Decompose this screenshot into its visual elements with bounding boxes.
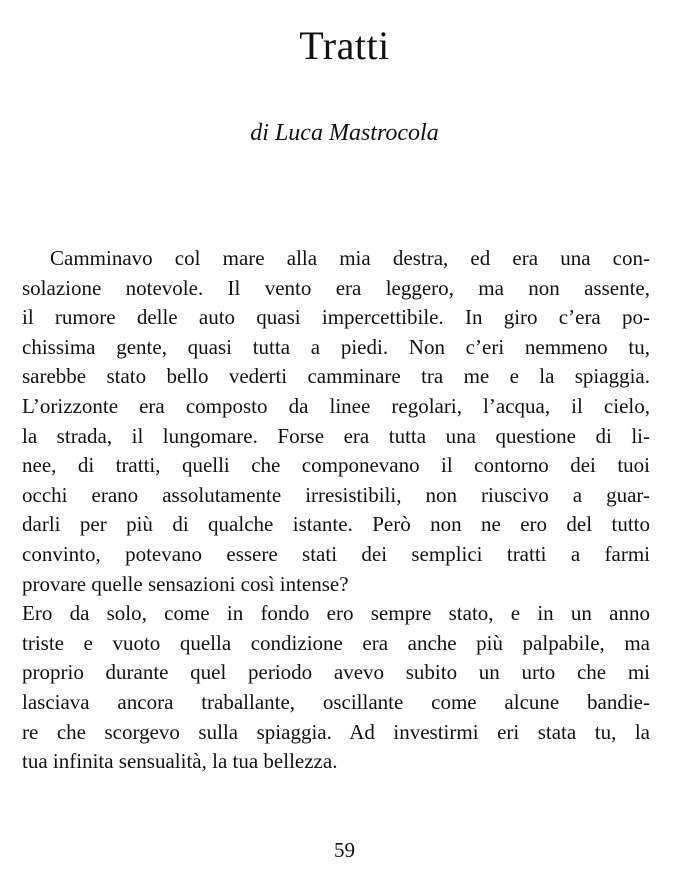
text-line: sarebbe stato bello vederti camminare tra me e la spiaggia. bbox=[22, 364, 650, 389]
text-line: Camminavo col mare alla mia destra, ed era una con- bbox=[50, 246, 650, 270]
text-line: provare quelle sensazioni così intense? bbox=[22, 571, 349, 596]
text-line: occhi erano assolutamente irresistibili, non riuscivo a guar- bbox=[22, 482, 650, 507]
page-number: 59 bbox=[334, 838, 355, 862]
text-line: triste e vuoto quella condizione era anche più palpabile, ma bbox=[22, 630, 650, 655]
text-line: proprio durante quel periodo avevo subito un urto che mi bbox=[22, 660, 650, 685]
text-line: convinto, potevano essere stati dei semplici tratti a farmi bbox=[22, 541, 650, 566]
text-line: la strada, il lungomare. Forse era tutta una questione di li- bbox=[22, 423, 650, 448]
text-line: il rumore delle auto quasi impercettibile. In giro c’era po- bbox=[22, 305, 650, 330]
body-text bbox=[22, 244, 650, 777]
paragraph-2 bbox=[22, 599, 650, 777]
text-line: darli per più di qualche istante. Però non ne ero del tutto bbox=[22, 512, 650, 537]
paragraph-1 bbox=[22, 244, 650, 599]
text-line: Ero da solo, come in fondo ero sempre stato, e in un anno bbox=[22, 601, 650, 626]
text-line: chissima gente, quasi tutta a piedi. Non c’eri nemmeno tu, bbox=[22, 334, 650, 359]
chapter-title: Tratti bbox=[299, 23, 390, 68]
text-line: re che scorgevo sulla spiaggia. Ad investirmi eri stata tu, la bbox=[22, 719, 650, 744]
text-line: L’orizzonte era composto da linee regolari, l’acqua, il cielo, bbox=[22, 393, 650, 418]
text-line: nee, di tratti, quelli che componevano il contorno dei tuoi bbox=[22, 453, 650, 478]
text-line: tua infinita sensualità, la tua bellezza. bbox=[22, 749, 338, 774]
text-line: solazione notevole. Il vento era leggero, ma non assente, bbox=[22, 275, 650, 300]
author-byline: di Luca Mastrocola bbox=[250, 120, 439, 146]
text-line: lasciava ancora traballante, oscillante come alcune bandie- bbox=[22, 689, 650, 714]
